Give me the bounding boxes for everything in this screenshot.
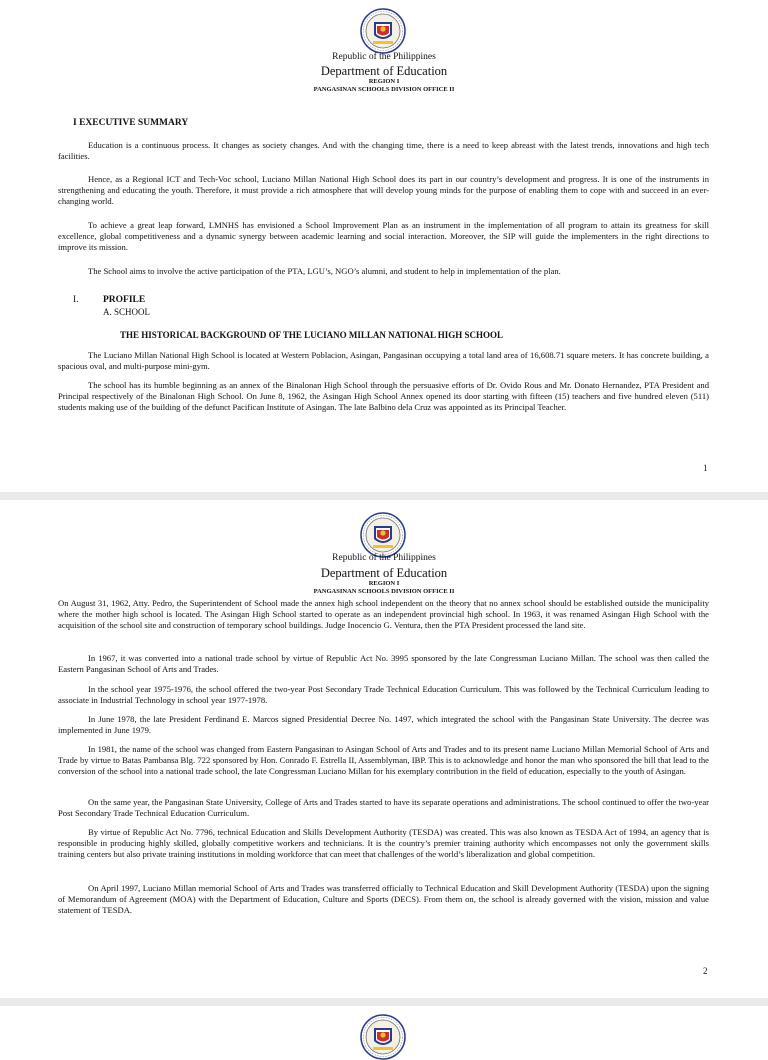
deped-seal-icon [360,1014,406,1060]
paragraph: In 1981, the name of the school was changed from Eastern Pangasinan to Asingan School of Arts and Trades and to its present name Luciano Millan Memorial School of Arts and Trade by virtue to Batas Pambansa Blg. 722 sponsored by Hon. Conrado F. Estrella II, Assemblyman, IBP. This is to acknowledge and honor the man who sponsored the bill that lead to the conversion of the school into a national trade school, the late Congressman Luciano Millan for his exemplary contribution in the field of education, especially to the youth of Asingan. [58,744,709,777]
region-line: REGION I [368,580,400,587]
republic-line: Republic of the Philippines [332,52,436,62]
paragraph: To achieve a great leap forward, LMNHS has envisioned a School Improvement Plan as an instrument in the implementation of all program to attain its greatness for skill excellence, global competitiveness and a dynamic synergy between academic learning and social interaction. Moreover, the SIP will guide the implementers in the right directions to improve its mission. [58,220,709,253]
department-title: Department of Education [320,64,448,78]
executive-summary-heading: I EXECUTIVE SUMMARY [73,118,189,128]
region-line: REGION I [368,78,400,85]
paragraph: The Luciano Millan National High School is located at Western Poblacion, Asingan, Pangasinan occupying a total land area of 16,608.71 square meters. It has concrete building, a spacious oval, and multi-purpose mini-gym. [58,350,709,372]
deped-seal-icon [360,8,406,54]
division-line: PANGASINAN SCHOOLS DIVISION OFFICE II [313,86,455,93]
paragraph: By virtue of Republic Act No. 7796, technical Education and Skills Development Authority (TESDA) was created. This was also known as TESDA Act of 1994, an agency that is responsible in producing highly skilled, globally competitive workers and technicians. It is the country’s premier training authority which encompasses not only the government skills training centers but also private training institutions in molding workforce that can meet that challenges of the world’s liberalization and global competition. [58,827,709,860]
paragraph: The School aims to involve the active participation of the PTA, LGU’s, NGO’s alumni, and student to help in implementation of the plan. [88,266,561,276]
page-separator [0,492,768,500]
paragraph: In the school year 1975-1976, the school offered the two-year Post Secondary Trade Technical Education Curriculum. This was followed by the Technical Curriculum leading to associate in Industrial Technology in school year 1977-1978. [58,684,709,706]
department-title: Department of Education [320,566,448,580]
division-line: PANGASINAN SCHOOLS DIVISION OFFICE II [313,588,455,595]
paragraph: In 1967, it was converted into a national trade school by virtue of Republic Act No. 3995 sponsored by the late Congressman Luciano Millan. The school was then called the Eastern Pangasinan School of Arts and Trades. [58,653,709,675]
page-separator [0,998,768,1006]
history-heading: THE HISTORICAL BACKGROUND OF THE LUCIANO MILLAN NATIONAL HIGH SCHOOL [120,330,503,340]
school-subheading: A. SCHOOL [103,307,151,317]
profile-heading: PROFILE [103,295,146,305]
document-page-1 [0,0,768,492]
document-page-3 [0,1006,768,1036]
page-number: 1 [703,463,708,473]
paragraph: On April 1997, Luciano Millan memorial School of Arts and Trades was transferred officially to Technical Education and Skill Development Authority (TESDA) upon the signing of Memorandum of Agreement (MOA) with the Department of Education, Culture and Sports (DECS). From them on, the school is already governed with the vision, mission and value statement of TESDA. [58,883,709,916]
paragraph: Hence, as a Regional ICT and Tech-Voc school, Luciano Millan National High School does its part in our country’s development and progress. It is one of the instruments in strengthening and educating the youth. Therefore, it must provide a rich atmosphere that will develop young minds for the purpose of enabling them to cope with and succeed in an ever-changing world. [58,174,709,207]
paragraph: Education is a continuous process. It changes as society changes. And with the changing time, there is a need to keep abreast with the latest trends, innovations and high tech facilities. [58,140,709,162]
page-number: 2 [703,966,708,976]
deped-seal-icon [360,512,406,558]
paragraph: In June 1978, the late President Ferdinand E. Marcos signed Presidential Decree No. 1497, which integrated the school with the Pangasinan State University. The decree was implemented in June 1979. [58,714,709,736]
paragraph: On the same year, the Pangasinan State University, College of Arts and Trades started to have its separate operations and administrations. The school continued to offer the two-year Post Secondary Trade Technical Education Curriculum. [58,797,709,819]
profile-number: I. [73,295,79,305]
paragraph: The school has its humble beginning as an annex of the Binalonan High School through the persuasive efforts of Dr. Ovido Rous and Mr. Donato Hernandez, PTA President and Principal respectively of the Binalonan High School. On June 8, 1962, the Asingan High School Annex opened its door starting with fifteen (15) teachers and five hundred eleven (511) students making use of the building of the defunct Pacifican Institute of Asingan. The late Balbino dela Cruz was appointed as its Principal Teacher. [58,380,709,413]
document-page-2 [0,500,768,1000]
republic-line: Republic of the Philippines [332,553,436,563]
paragraph: On August 31, 1962, Atty. Pedro, the Superintendent of School made the annex high school independent on the theory that no annex school should be established outside the municipality where the mother high school is located. The Asingan High School started to operate as an independent provincial high school. In 1963, it was renamed Asingan High School with the acquisition of the school site and construction of temporary school buildings. Judge Inocencio G. Ventura, then the PTA President processed the land site. [58,598,709,631]
